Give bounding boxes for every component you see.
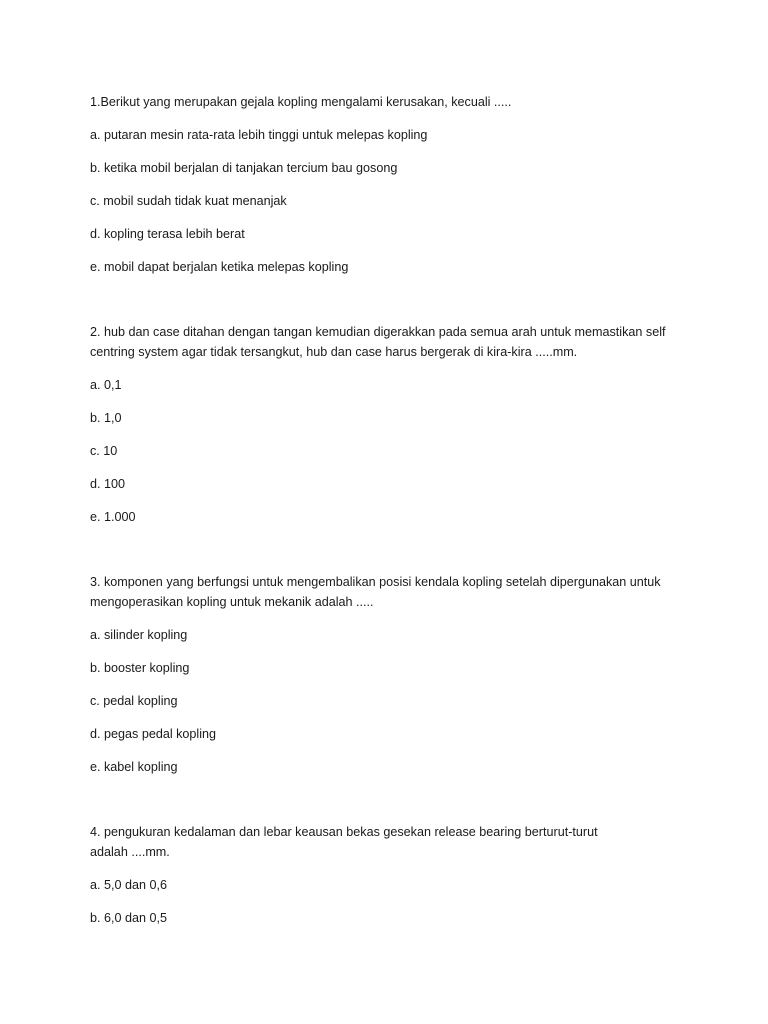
question-4-text-line1: 4. pengukuran kedalaman dan lebar keausan bekas gesekan release bearing berturut-turut <box>90 825 598 839</box>
question-3-option-d: d. pegas pedal kopling <box>90 727 217 741</box>
question-2-option-c: c. 10 <box>90 444 118 458</box>
question-2 <box>90 322 690 527</box>
question-1-option-d: d. kopling terasa lebih berat <box>90 227 245 241</box>
question-list <box>90 92 690 941</box>
question-1 <box>90 92 690 277</box>
spacer <box>90 540 690 572</box>
question-4-option-b: b. 6,0 dan 0,5 <box>90 911 168 925</box>
question-3-option-a: a. silinder kopling <box>90 628 188 642</box>
question-3-option-c: c. pedal kopling <box>90 694 178 708</box>
question-1-text: 1.Berikut yang merupakan gejala kopling mengalami kerusakan, kecuali ..... <box>90 95 512 109</box>
question-4-text-line2: adalah ....mm. <box>90 845 170 859</box>
question-3-option-b: b. booster kopling <box>90 661 190 675</box>
spacer <box>90 790 690 822</box>
question-2-option-e: e. 1.000 <box>90 510 136 524</box>
question-3 <box>90 572 690 777</box>
question-1-option-a: a. putaran mesin rata-rata lebih tinggi untuk melepas kopling <box>90 128 428 142</box>
question-4-text <box>90 822 690 862</box>
question-2-option-d: d. 100 <box>90 477 126 491</box>
question-1-option-e: e. mobil dapat berjalan ketika melepas kopling <box>90 260 349 274</box>
spacer <box>90 290 690 322</box>
question-1-option-b: b. ketika mobil berjalan di tanjakan tercium bau gosong <box>90 161 398 175</box>
question-4-option-a: a. 5,0 dan 0,6 <box>90 878 168 892</box>
question-2-option-a: a. 0,1 <box>90 378 122 392</box>
question-1-option-c: c. mobil sudah tidak kuat menanjak <box>90 194 287 208</box>
question-2-option-b: b. 1,0 <box>90 411 122 425</box>
question-2-text: 2. hub dan case ditahan dengan tangan kemudian digerakkan pada semua arah untuk memastikan self centring system agar tidak tersangkut, hub dan case harus bergerak di kira-kira .....mm. <box>90 325 666 359</box>
question-4 <box>90 822 690 928</box>
question-3-text: 3. komponen yang berfungsi untuk mengembalikan posisi kendala kopling setelah dipergunakan untuk mengoperasikan kopling untuk mekanik adalah ..... <box>90 575 661 609</box>
question-3-option-e: e. kabel kopling <box>90 760 178 774</box>
